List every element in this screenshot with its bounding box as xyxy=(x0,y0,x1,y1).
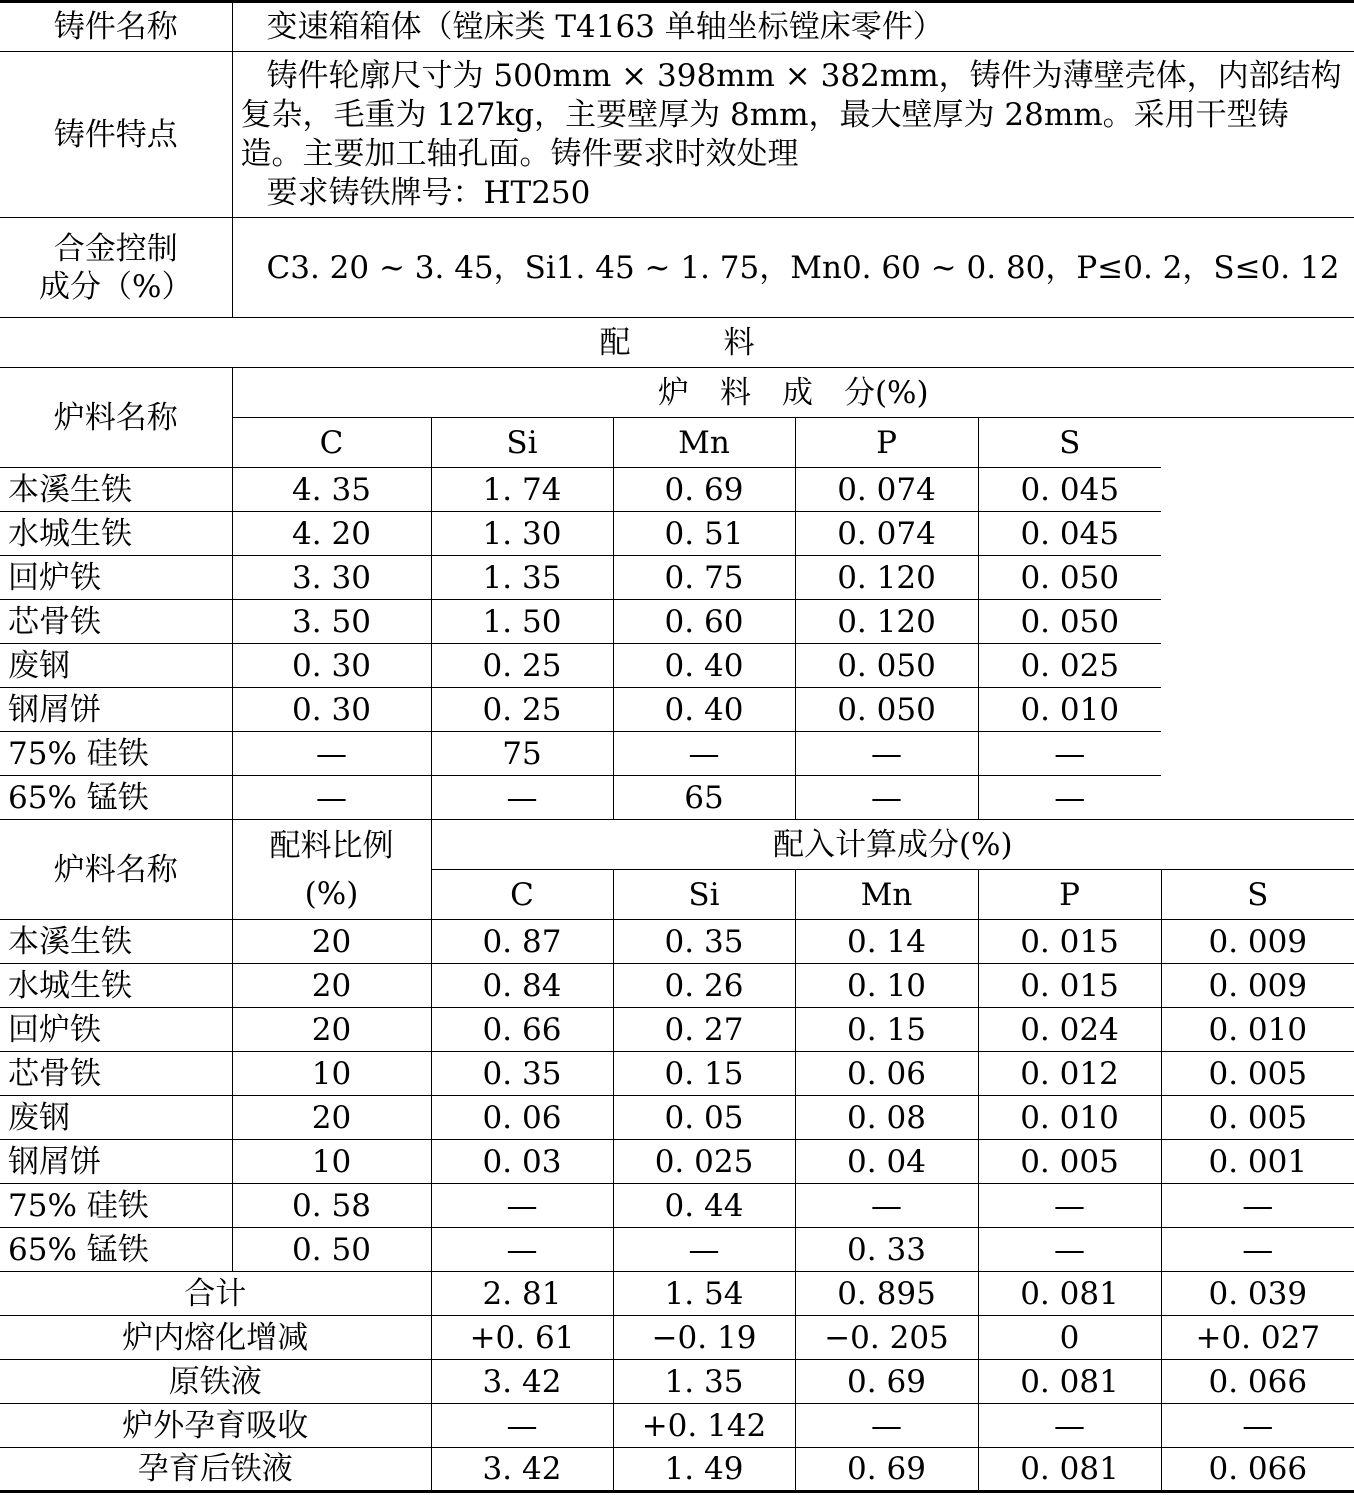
value-si: 0. 25 xyxy=(431,644,613,688)
value-mn: 0. 33 xyxy=(795,1228,978,1272)
charge-rows xyxy=(0,468,1354,820)
value-mn: 65 xyxy=(613,776,795,820)
material-name: 废钢 xyxy=(0,644,232,688)
value-si: 1. 54 xyxy=(613,1272,795,1316)
material-name: 65% 锰铁 xyxy=(0,776,232,820)
value-p: 0. 081 xyxy=(978,1272,1161,1316)
value-p: 0. 081 xyxy=(978,1448,1161,1492)
value-si: 1. 35 xyxy=(613,1360,795,1404)
value-mn: 0. 60 xyxy=(613,600,795,644)
value-s: 0. 066 xyxy=(1161,1360,1354,1404)
charge-col-s: S xyxy=(978,418,1161,468)
table-row xyxy=(0,556,1354,600)
summary-label: 炉内熔化增减 xyxy=(0,1316,431,1360)
table-row xyxy=(0,776,1354,820)
value-c: 0. 87 xyxy=(431,920,613,964)
calc-ratio-header xyxy=(232,820,431,920)
value-mn: — xyxy=(613,732,795,776)
material-name: 75% 硅铁 xyxy=(0,1184,232,1228)
value-ratio: 20 xyxy=(232,964,431,1008)
value-s: — xyxy=(1161,1404,1354,1448)
value-s: 0. 010 xyxy=(1161,1008,1354,1052)
value-s: 0. 009 xyxy=(1161,920,1354,964)
table-row xyxy=(0,600,1354,644)
value-c: 2. 81 xyxy=(431,1272,613,1316)
material-name: 芯骨铁 xyxy=(0,600,232,644)
summary-label: 合计 xyxy=(0,1272,431,1316)
value-c: — xyxy=(431,1184,613,1228)
value-c: 4. 20 xyxy=(232,512,431,556)
feature-label: 铸件特点 xyxy=(0,52,232,218)
material-name: 75% 硅铁 xyxy=(0,732,232,776)
alloy-label-line1: 合金控制 xyxy=(53,230,178,267)
material-name: 65% 锰铁 xyxy=(0,1228,232,1272)
value-s: 0. 009 xyxy=(1161,964,1354,1008)
name-label: 铸件名称 xyxy=(0,2,232,52)
value-p: 0. 074 xyxy=(795,468,978,512)
value-mn: 0. 40 xyxy=(613,688,795,732)
value-ratio: 20 xyxy=(232,1008,431,1052)
value-ratio: 0. 50 xyxy=(232,1228,431,1272)
value-s: 0. 039 xyxy=(1161,1272,1354,1316)
material-name: 回炉铁 xyxy=(0,1008,232,1052)
value-mn: 0. 69 xyxy=(795,1448,978,1492)
value-si: 1. 49 xyxy=(613,1448,795,1492)
charge-name-header: 炉料名称 xyxy=(0,368,232,468)
calc-name-header: 炉料名称 xyxy=(0,820,232,920)
table-row xyxy=(0,688,1354,732)
alloy-label-line2: 成分（%） xyxy=(39,268,193,305)
value-si: 0. 35 xyxy=(613,920,795,964)
value-ratio: 20 xyxy=(232,920,431,964)
summary-row xyxy=(0,1316,1354,1360)
charge-col-si: Si xyxy=(431,418,613,468)
material-name: 回炉铁 xyxy=(0,556,232,600)
feature-text: 铸件轮廓尺寸为 500mm × 398mm × 382mm，铸件为薄壁壳体，内部结构复杂，毛重为 127kg，主要壁厚为 8mm，最大壁厚为 28mm。采用干型铸造。主要加工轴孔面。铸件要求时效处理 xyxy=(240,57,1342,172)
value-c: 0. 03 xyxy=(431,1140,613,1184)
value-p: 0. 074 xyxy=(795,512,978,556)
charge-composition-header: 炉 料 成 分(%) xyxy=(232,368,1354,418)
value-mn: 0. 04 xyxy=(795,1140,978,1184)
summary-rows xyxy=(0,1272,1354,1492)
summary-row xyxy=(0,1360,1354,1404)
value-s: 0. 066 xyxy=(1161,1448,1354,1492)
value-s: — xyxy=(978,732,1161,776)
material-name: 本溪生铁 xyxy=(0,468,232,512)
summary-label: 炉外孕育吸收 xyxy=(0,1404,431,1448)
value-mn: 0. 10 xyxy=(795,964,978,1008)
value-si: 75 xyxy=(431,732,613,776)
value-mn: 0. 69 xyxy=(613,468,795,512)
summary-row xyxy=(0,1272,1354,1316)
material-name: 本溪生铁 xyxy=(0,920,232,964)
value-mn: 0. 08 xyxy=(795,1096,978,1140)
feature-grade: 要求铸铁牌号：HT250 xyxy=(266,174,591,211)
table-row xyxy=(0,732,1354,776)
value-p: — xyxy=(978,1228,1161,1272)
value-s: 0. 001 xyxy=(1161,1140,1354,1184)
value-mn: 0. 69 xyxy=(795,1360,978,1404)
value-mn: 0. 40 xyxy=(613,644,795,688)
casting-feature xyxy=(232,52,1354,218)
value-p: 0. 120 xyxy=(795,600,978,644)
value-s: +0. 027 xyxy=(1161,1316,1354,1360)
value-si: — xyxy=(613,1228,795,1272)
value-c: 3. 50 xyxy=(232,600,431,644)
value-c: +0. 61 xyxy=(431,1316,613,1360)
value-c: 0. 84 xyxy=(431,964,613,1008)
calc-col-p: P xyxy=(978,870,1161,920)
value-c: 4. 35 xyxy=(232,468,431,512)
value-mn: 0. 06 xyxy=(795,1052,978,1096)
value-c: — xyxy=(232,732,431,776)
value-ratio: 20 xyxy=(232,1096,431,1140)
value-s: 0. 050 xyxy=(978,600,1161,644)
material-name: 水城生铁 xyxy=(0,512,232,556)
value-mn: 0. 75 xyxy=(613,556,795,600)
table-row xyxy=(0,920,1354,964)
value-p: — xyxy=(978,1404,1161,1448)
charge-col-mn: Mn xyxy=(613,418,795,468)
value-s: — xyxy=(978,776,1161,820)
material-name: 钢屑饼 xyxy=(0,688,232,732)
value-p: — xyxy=(978,1184,1161,1228)
value-p: 0. 081 xyxy=(978,1360,1161,1404)
value-c: 3. 42 xyxy=(431,1360,613,1404)
material-name: 水城生铁 xyxy=(0,964,232,1008)
alloy-composition: C3. 20 ~ 3. 45，Si1. 45 ~ 1. 75，Mn0. 60 ~ 0. 80，P≤0. 2，S≤0. 12 xyxy=(232,218,1354,318)
value-si: 1. 35 xyxy=(431,556,613,600)
summary-label: 孕育后铁液 xyxy=(0,1448,431,1492)
value-c: 0. 30 xyxy=(232,688,431,732)
calc-col-c: C xyxy=(431,870,613,920)
table-row xyxy=(0,1052,1354,1096)
value-si: 1. 50 xyxy=(431,600,613,644)
table-row xyxy=(0,512,1354,556)
value-s: 0. 045 xyxy=(978,468,1161,512)
casting-name: 变速箱箱体（镗床类 T4163 单轴坐标镗床零件） xyxy=(232,2,1354,52)
summary-label: 原铁液 xyxy=(0,1360,431,1404)
table-row xyxy=(0,1008,1354,1052)
value-si: 0. 27 xyxy=(613,1008,795,1052)
value-c: 0. 35 xyxy=(431,1052,613,1096)
value-mn: — xyxy=(795,1184,978,1228)
value-c: 3. 42 xyxy=(431,1448,613,1492)
value-si: +0. 142 xyxy=(613,1404,795,1448)
value-ratio: 10 xyxy=(232,1140,431,1184)
value-c: 0. 30 xyxy=(232,644,431,688)
value-mn: −0. 205 xyxy=(795,1316,978,1360)
table-row xyxy=(0,964,1354,1008)
value-p: 0. 024 xyxy=(978,1008,1161,1052)
value-c: — xyxy=(232,776,431,820)
material-name: 钢屑饼 xyxy=(0,1140,232,1184)
value-c: — xyxy=(431,1228,613,1272)
calc-col-s: S xyxy=(1161,870,1354,920)
value-si: 0. 26 xyxy=(613,964,795,1008)
value-si: — xyxy=(431,776,613,820)
value-c: 3. 30 xyxy=(232,556,431,600)
value-s: 0. 005 xyxy=(1161,1096,1354,1140)
value-c: 0. 66 xyxy=(431,1008,613,1052)
value-p: — xyxy=(795,776,978,820)
material-name: 废钢 xyxy=(0,1096,232,1140)
value-si: 0. 25 xyxy=(431,688,613,732)
section-title: 配 料 xyxy=(0,318,1354,368)
value-si: −0. 19 xyxy=(613,1316,795,1360)
value-p: 0. 120 xyxy=(795,556,978,600)
value-si: 0. 44 xyxy=(613,1184,795,1228)
table-row xyxy=(0,468,1354,512)
ratio-header-line1: 配料比例 xyxy=(269,827,394,864)
value-mn: 0. 51 xyxy=(613,512,795,556)
value-s: 0. 005 xyxy=(1161,1052,1354,1096)
value-si: 0. 025 xyxy=(613,1140,795,1184)
value-si: 1. 30 xyxy=(431,512,613,556)
value-p: 0. 015 xyxy=(978,920,1161,964)
ratio-header-line2: (%) xyxy=(304,875,359,912)
value-p: — xyxy=(795,732,978,776)
value-s: 0. 025 xyxy=(978,644,1161,688)
value-c: — xyxy=(431,1404,613,1448)
alloy-label xyxy=(0,218,232,318)
charge-col-p: P xyxy=(795,418,978,468)
value-p: 0. 005 xyxy=(978,1140,1161,1184)
value-p: 0. 015 xyxy=(978,964,1161,1008)
value-p: 0. 012 xyxy=(978,1052,1161,1096)
value-mn: 0. 15 xyxy=(795,1008,978,1052)
calc-col-mn: Mn xyxy=(795,870,978,920)
value-si: 0. 05 xyxy=(613,1096,795,1140)
table-row xyxy=(0,1140,1354,1184)
calc-col-si: Si xyxy=(613,870,795,920)
table-row xyxy=(0,1096,1354,1140)
value-ratio: 0. 58 xyxy=(232,1184,431,1228)
calc-composition-header: 配入计算成分(%) xyxy=(431,820,1354,870)
value-s: — xyxy=(1161,1228,1354,1272)
value-mn: 0. 895 xyxy=(795,1272,978,1316)
value-p: 0. 010 xyxy=(978,1096,1161,1140)
value-s: 0. 050 xyxy=(978,556,1161,600)
summary-row xyxy=(0,1448,1354,1492)
value-s: 0. 010 xyxy=(978,688,1161,732)
value-mn: 0. 14 xyxy=(795,920,978,964)
value-s: — xyxy=(1161,1184,1354,1228)
summary-row xyxy=(0,1404,1354,1448)
value-s: 0. 045 xyxy=(978,512,1161,556)
value-p: 0. 050 xyxy=(795,688,978,732)
value-p: 0. 050 xyxy=(795,644,978,688)
table-row xyxy=(0,1184,1354,1228)
value-ratio: 10 xyxy=(232,1052,431,1096)
table-row xyxy=(0,1228,1354,1272)
value-si: 1. 74 xyxy=(431,468,613,512)
value-c: 0. 06 xyxy=(431,1096,613,1140)
table-row xyxy=(0,644,1354,688)
value-mn: — xyxy=(795,1404,978,1448)
charge-col-c: C xyxy=(232,418,431,468)
calc-rows xyxy=(0,920,1354,1272)
material-name: 芯骨铁 xyxy=(0,1052,232,1096)
value-si: 0. 15 xyxy=(613,1052,795,1096)
value-p: 0 xyxy=(978,1316,1161,1360)
